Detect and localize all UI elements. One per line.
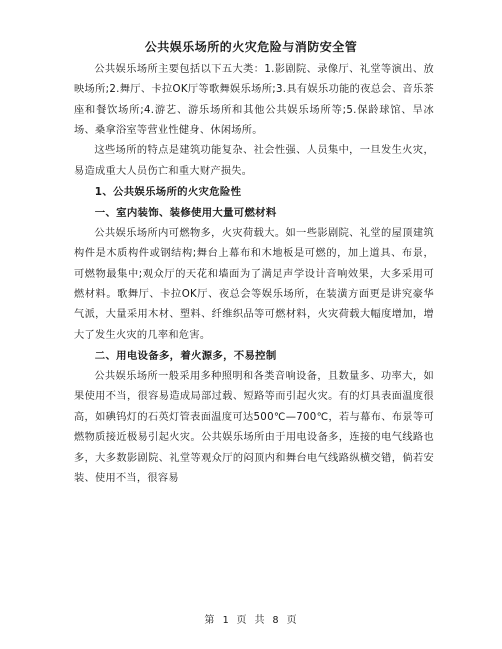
document-body xyxy=(74,60,434,489)
page-number: 第 1 页 共 8 页 xyxy=(204,615,298,626)
decoration-paragraph: 公共娱乐场所内可燃物多，火灾荷载大。如一些影剧院、礼堂的屋顶建筑构件是木质构件或钢结构;舞台上幕布和木地板是可燃的，加上道具、布景，可燃物最集中;观众厅的天花和墙面为了满足声学设计音响效果，大多采用可燃材料。歌舞厅、卡拉OK厅、夜总会等娱乐场所，在装潢方面更是讲究豪华气派，大量采用木材、塑料、纤维织品等可燃材料，火灾荷载大幅度增加，增大了发生火灾的几率和危害。 xyxy=(74,228,434,341)
characteristics-paragraph: 这些场所的特点是建筑功能复杂、社会性强、人员集中，一旦发生火灾，易造成重大人员伤亡和重大财产损失。 xyxy=(74,145,434,177)
electrical-paragraph: 公共娱乐场所一般采用多种照明和各类音响设备，且数量多、功率大，如果使用不当，很容易造成局部过载、短路等而引起火灾。有的灯具表面温度很高，如碘钨灯的石英灯管表面温度可达500℃—700℃，若与幕布、布景等可燃物质接近极易引起火灾。公共娱乐场所由于用电设备多，连接的电气线路也多，大多数影剧院、礼堂等观众厅的闷顶内和舞台电气线路纵横交错，倘若安装、使用不当，很容易 xyxy=(74,371,434,484)
intro-paragraph: 公共娱乐场所主要包括以下五大类：1.影剧院、录像厅、礼堂等演出、放映场所;2.舞厅、卡拉OK厅等歌舞娱乐场所;3.具有娱乐功能的夜总会、音乐茶座和餐饮场所;4.游艺、游乐场所和其他公共娱乐场所等;5.保龄球馆、旱冰场、桑拿浴室等营业性健身、休闲场所。 xyxy=(74,64,434,137)
subsection-heading-electrical: 二、用电设备多，着火源多，不易控制 xyxy=(94,350,277,363)
subsection-heading-decoration: 一、室内装饰、装修使用大量可燃材料 xyxy=(94,207,277,220)
section-heading: 1、公共娱乐场所的火灾危险性 xyxy=(94,186,242,199)
document-title: 公共娱乐场所的火灾危险与消防安全管 xyxy=(144,40,358,54)
